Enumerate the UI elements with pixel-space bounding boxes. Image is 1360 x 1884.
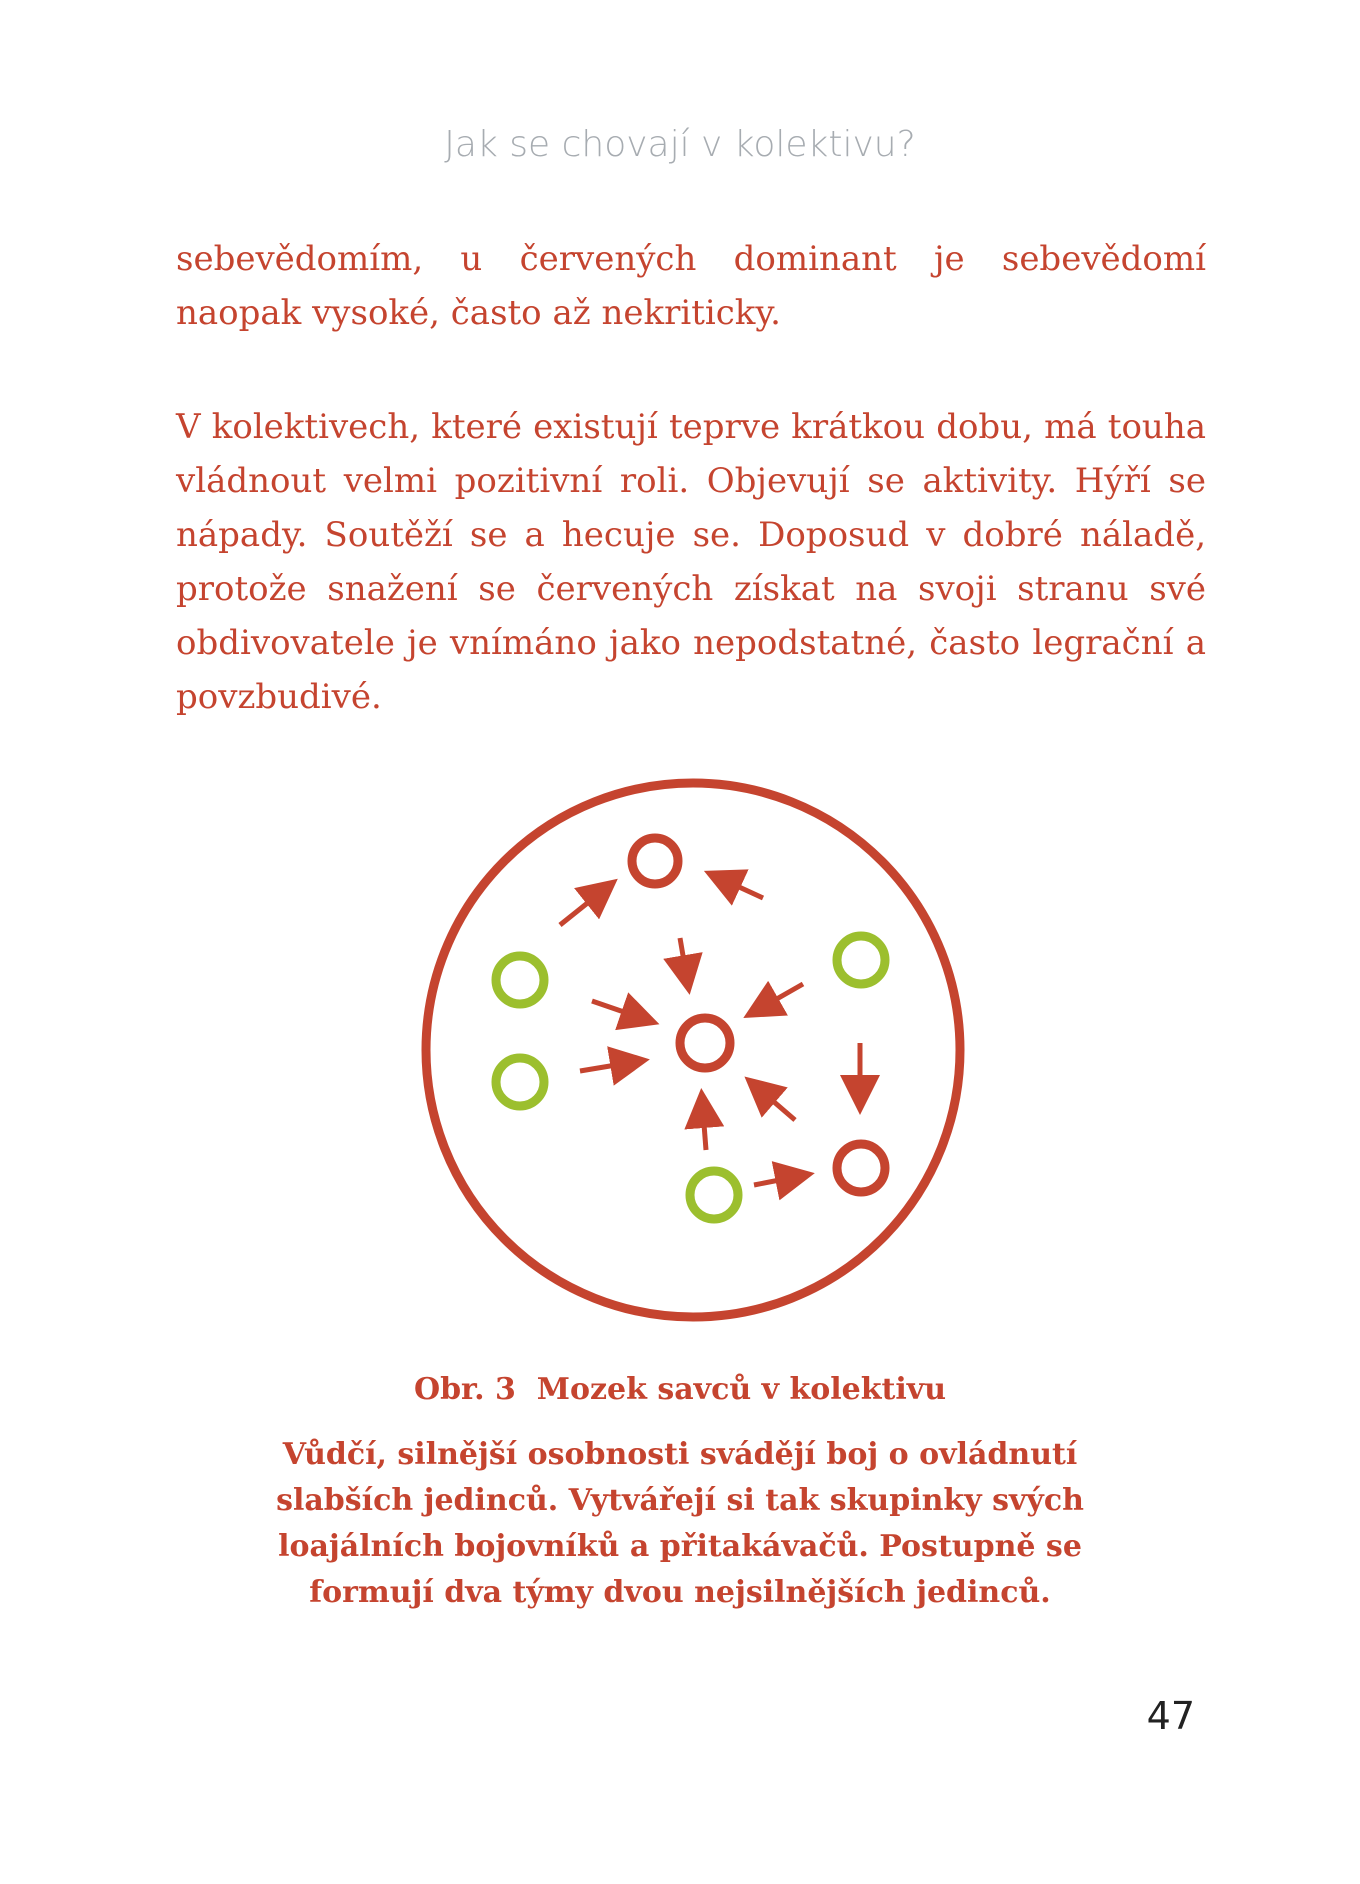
figure-caption-text: Vůdčí, silnější osobnosti svádějí boj o ovládnutí slabších jedinců. Vytvářejí si tak skupinky svých loajálních bojovníků a přitakávačů. Postupně se formují dva týmy dvou nejsilnějších jedinců.	[276, 1437, 1084, 1610]
arrow-right-to-top	[713, 875, 763, 898]
arrow-bottom-to-center	[702, 1098, 706, 1150]
arrow-left-lower-to-center	[580, 1061, 640, 1071]
red-node-top	[632, 838, 678, 884]
green-node-bottom	[690, 1171, 738, 1219]
outer-circle	[426, 783, 960, 1317]
arrow-left-to-top	[560, 885, 610, 925]
arrow-left-upper-to-center	[592, 1001, 650, 1021]
arrow-lower-right-to-center	[752, 1083, 795, 1120]
paragraph-1: sebevědomím, u červených dominant je sebevědomí naopak vysoké, často až nekriticky.	[176, 239, 1206, 333]
green-node-right-upper	[837, 936, 885, 984]
arrow-bottom-to-lower-right	[754, 1175, 805, 1185]
running-header: Jak se chovají v kolektivu?	[444, 124, 916, 165]
figure-caption-title: Obr. 3 Mozek savců v kolektivu	[413, 1372, 947, 1407]
red-node-center	[680, 1018, 730, 1068]
paragraph-2: V kolektivech, které existují teprve krátkou dobu, má touha vládnout velmi pozitivní roli. Objevují se aktivity. Hýří se nápady. Soutěží se a hecuje se. Doposud v dobré náladě, protože snažení se červených získat na svoji stranu své obdivovatele je vnímáno jako nepodstatné, často legrační a povzbudivé.	[176, 407, 1206, 717]
page-number: 47	[1146, 1694, 1195, 1738]
arrow-right-upper-to-center	[752, 984, 803, 1013]
green-node-left-lower	[496, 1058, 544, 1106]
red-node-lower-right	[837, 1144, 885, 1192]
green-node-left-upper	[496, 956, 544, 1004]
arrow-top-to-center	[680, 938, 688, 985]
